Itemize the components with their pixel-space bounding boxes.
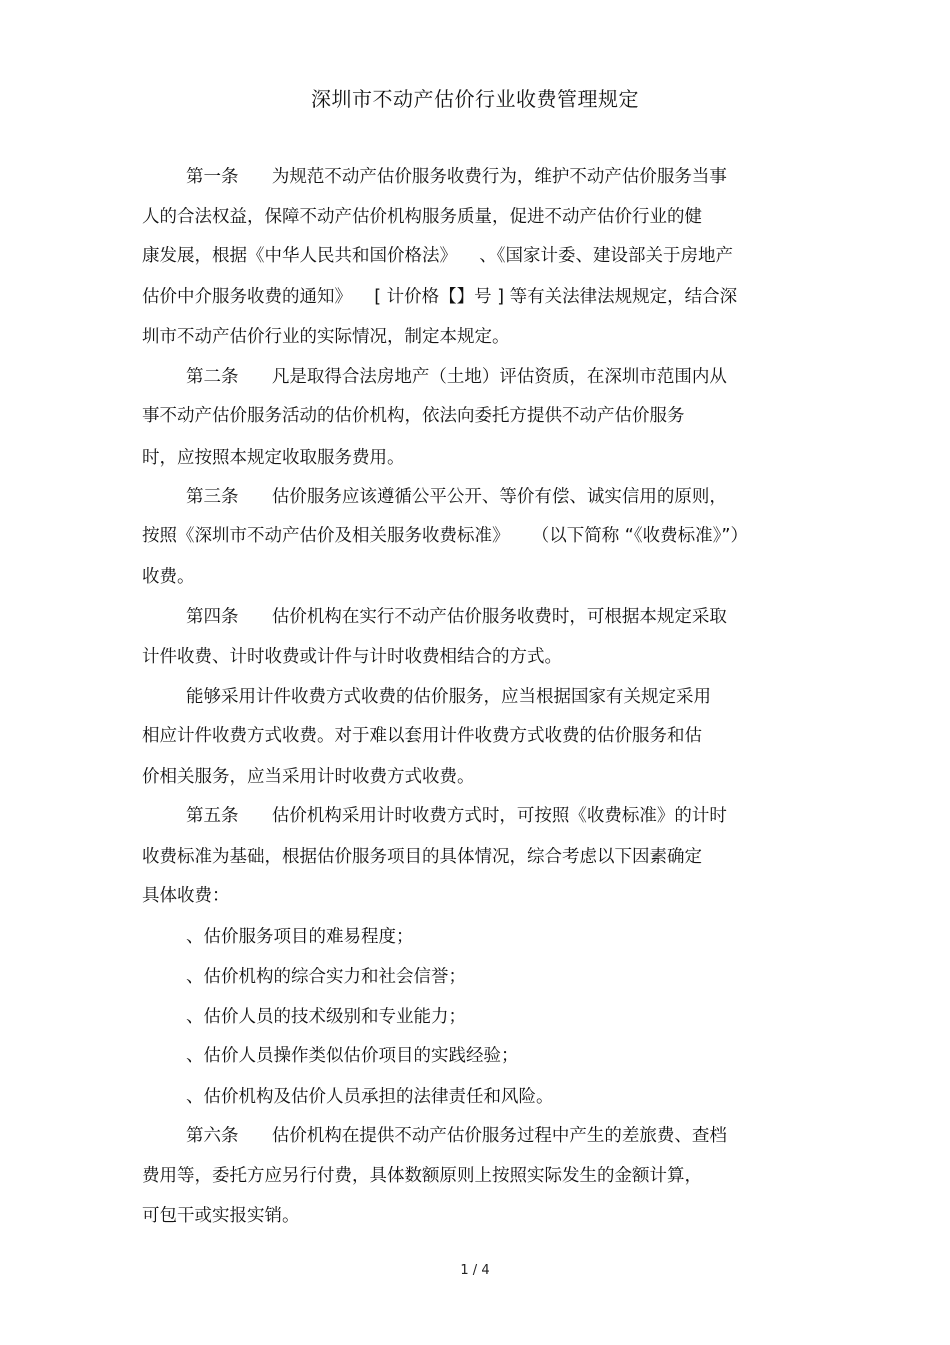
text-line: 第四条 估价机构在实行不动产估价服务收费时，可根据本规定采取 — [186, 607, 727, 627]
text-line: 收费。 — [142, 567, 195, 587]
page-indicator: 1 / 4 — [460, 1263, 490, 1278]
list-item: 、估价机构的综合实力和社会信誉； — [186, 967, 466, 987]
text-line: 相应计件收费方式收费。对于难以套用计件收费方式收费的估价服务和估 — [142, 726, 702, 746]
text-line: 第三条 估价服务应该遵循公平公开、等价有偿、诚实信用的原则， — [186, 487, 727, 507]
text-line: 估价中介服务收费的通知》 [ 计价格【】号 ] 等有关法律法规规定，结合深 — [142, 287, 738, 307]
text-line: 具体收费： — [142, 886, 230, 906]
list-item: 、估价机构及估价人员承担的法律责任和风险。 — [186, 1087, 554, 1107]
text-line: 第五条 估价机构采用计时收费方式时，可按照《收费标准》的计时 — [186, 806, 727, 826]
text-line: 事不动产估价服务活动的估价机构，依法向委托方提供不动产估价服务 — [142, 406, 685, 426]
text-line: 价相关服务，应当采用计时收费方式收费。 — [142, 767, 475, 787]
list-item: 、估价人员操作类似估价项目的实践经验； — [186, 1046, 519, 1066]
text-line: 第二条 凡是取得合法房地产（土地）评估资质，在深圳市范围内从 — [186, 367, 727, 387]
text-line: 计件收费、计时收费或计件与计时收费相结合的方式。 — [142, 647, 562, 667]
text-line: 康发展，根据《中华人民共和国价格法》 、《国家计委、建设部关于房地产 — [142, 246, 733, 266]
text-line: 能够采用计件收费方式收费的估价服务，应当根据国家有关规定采用 — [186, 687, 711, 707]
text-line: 圳市不动产估价行业的实际情况，制定本规定。 — [142, 327, 510, 347]
text-line: 第一条 为规范不动产估价服务收费行为，维护不动产估价服务当事 — [186, 167, 727, 187]
text-line: 第六条 估价机构在提供不动产估价服务过程中产生的差旅费、查档 — [186, 1126, 727, 1146]
text-line: 收费标准为基础，根据估价服务项目的具体情况，综合考虑以下因素确定 — [142, 847, 702, 867]
text-line: 可包干或实报实销。 — [142, 1206, 300, 1226]
text-line: 费用等，委托方应另行付费，具体数额原则上按照实际发生的金额计算， — [142, 1166, 702, 1186]
list-item: 、估价服务项目的难易程度； — [186, 927, 414, 947]
list-item: 、估价人员的技术级别和专业能力； — [186, 1007, 466, 1027]
text-line: 按照《深圳市不动产估价及相关服务收费标准》 （以下简称 “《收费标准》”） — [142, 526, 748, 546]
text-line: 人的合法权益，保障不动产估价机构服务质量，促进不动产估价行业的健 — [142, 207, 702, 227]
document-title: 深圳市不动产估价行业收费管理规定 — [311, 87, 639, 111]
text-line: 时，应按照本规定收取服务费用。 — [142, 448, 405, 468]
